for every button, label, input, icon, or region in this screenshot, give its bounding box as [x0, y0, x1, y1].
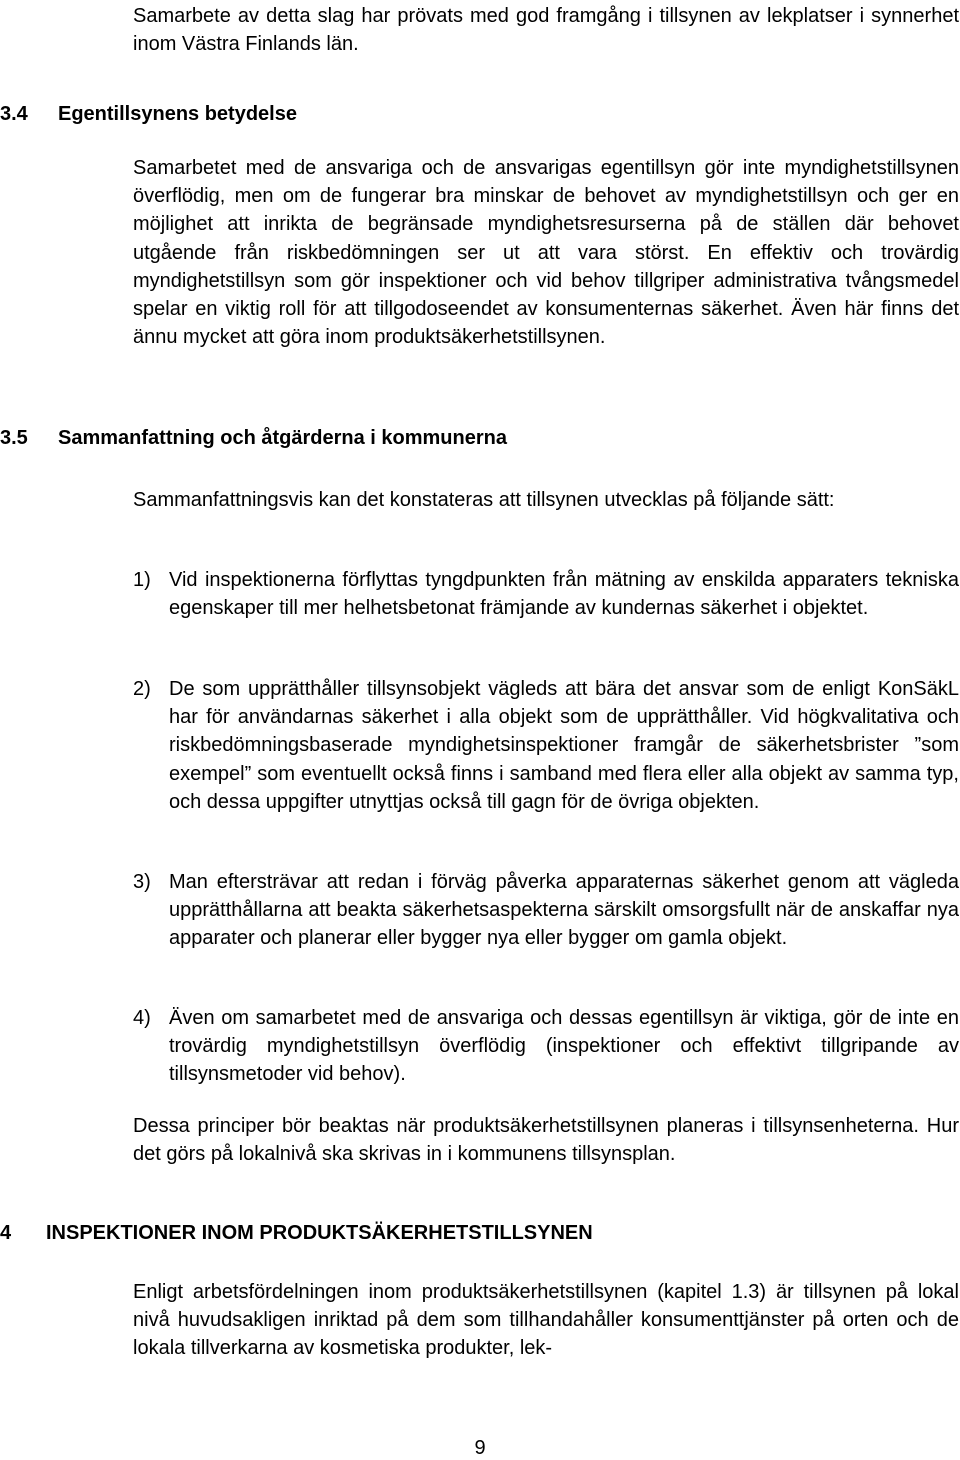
list-text: Även om samarbetet med de ansvariga och dessas egentillsyn är viktiga, gör de inte en trovärdig myndighetstillsyn överflödig (inspektioner och effektivt tillgripande av tillsynsmetoder vid behov).: [169, 1007, 959, 1086]
section-number: 3.5: [0, 427, 28, 449]
list-text: Vid inspektionerna förflyttas tyngdpunkten från mätning av enskilda apparaters tekniska egenskaper till mer helhetsbetonat främjande av kundernas säkerhet i objektet.: [169, 569, 959, 620]
section-title: INSPEKTIONER INOM PRODUKTSÄKERHETSTILLSYNEN: [46, 1222, 593, 1244]
page-number: 9: [474, 1437, 486, 1459]
section-4-heading: [0, 1219, 593, 1247]
egentillsyn-paragraph: Samarbetet med de ansvariga och de ansvarigas egentillsyn gör inte myndighetstillsynen överflödig, men om de fungerar bra minskar de behovet av myndighetstillsyn och ger en möjlighet att inrikta de begränsade myndighetsresurserna på de ställen där behovet utgående från riskbedömningen ser ut att vara störst. En effektiv och trovärdig myndighetstillsyn som gör inspektioner och vid behov tillgriper administrativa tvångsmedel spelar en viktig roll för att tillgodoseendet av konsumenternas säkerhet. Även här finns det ännu mycket att göra inom produktsäkerhetstillsynen.: [133, 157, 959, 349]
section-number: 4: [0, 1222, 12, 1244]
list-item: [133, 1004, 959, 1089]
section-title: Sammanfattning och åtgärderna i kommunerna: [58, 427, 507, 449]
list-item: [133, 675, 959, 816]
list-marker: 2): [133, 678, 151, 700]
section-3-5-heading: [0, 424, 507, 452]
list-marker: 3): [133, 871, 151, 893]
inspections-paragraph: Enligt arbetsfördelningen inom produktsäkerhetstillsynen (kapitel 1.3) är tillsynen på lokal nivå huvudsakligen inriktad på dem som tillhandahåller konsumenttjänster på orten och de lokala tillverkarna av kosmetiska produkter, lek-: [133, 1281, 959, 1360]
list-item: [133, 868, 959, 953]
intro-paragraph: Samarbete av detta slag har prövats med god framgång i tillsynen av lekplatser i synnerhet inom Västra Finlands län.: [133, 5, 959, 56]
section-title: Egentillsynens betydelse: [58, 103, 297, 125]
section-number: 3.4: [0, 103, 28, 125]
list-marker: 4): [133, 1007, 151, 1029]
principles-paragraph: Dessa principer bör beaktas när produktsäkerhetstillsynen planeras i tillsynsenheterna. Hur det görs på lokalnivå ska skrivas in i kommunens tillsynsplan.: [133, 1115, 959, 1166]
list-text: De som upprätthåller tillsynsobjekt vägleds att bära det ansvar som de enligt KonSäkL har för användarnas säkerhet i alla objekt som de upprätthåller. Vid högkvalitativa och riskbedömningsbaserade myndighetsinspektioner framgår de säkerhetsbrister ”som exempel” som eventuellt också finns i samband med flera eller alla objekt av samma typ, och dessa uppgifter utnyttjas också till gagn för de övriga objekten.: [169, 678, 959, 813]
list-text: Man eftersträvar att redan i förväg påverka apparaternas säkerhet genom att vägleda upprätthållarna att beakta säkerhetsaspekterna särskilt omsorgsfullt när de anskaffar nya apparater och planerar eller bygger nya eller bygger om gamla objekt.: [169, 871, 959, 950]
list-marker: 1): [133, 569, 151, 591]
section-3-4-heading: [0, 100, 297, 128]
summary-intro-paragraph: Sammanfattningsvis kan det konstateras att tillsynen utvecklas på följande sätt:: [133, 489, 835, 511]
list-item: [133, 566, 959, 622]
